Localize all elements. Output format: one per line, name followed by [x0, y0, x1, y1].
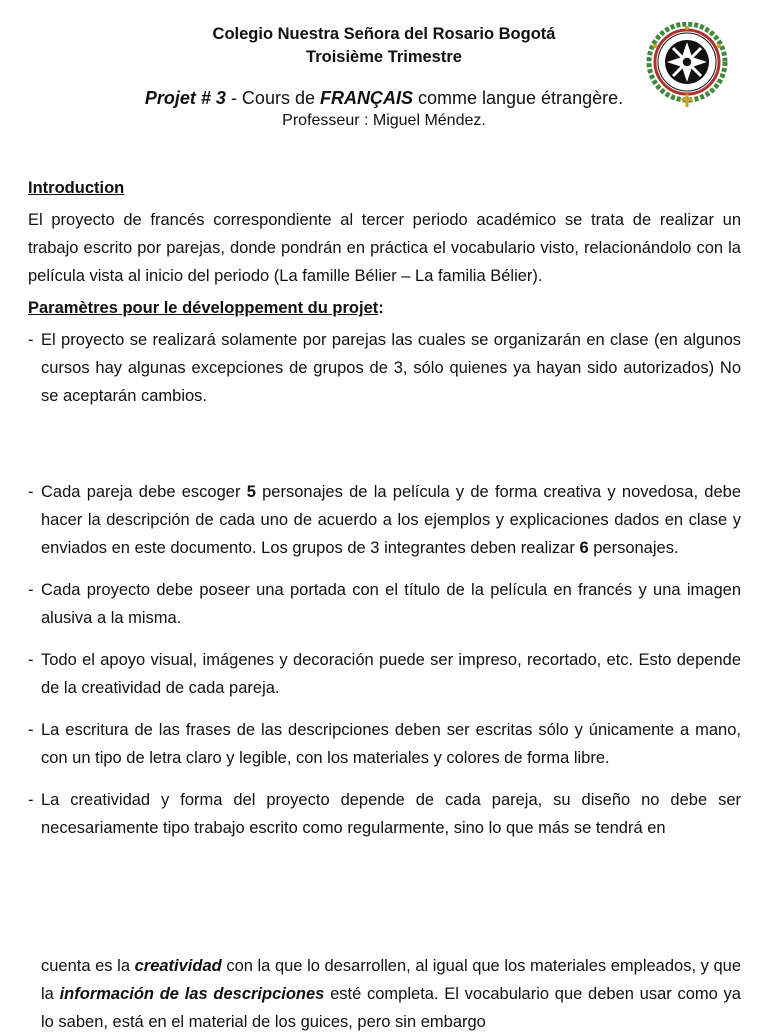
- bullet-6-continuation: cuenta es la creatividad con la que lo desarrollen, al igual que los materiales empleados, y que la información de las descripciones esté completa. El vocabulario que deben usar como ya lo saben, está en el material de los guices, pero sin embargo: [41, 957, 741, 1031]
- bullet-5-text: La escritura de las frases de las descripciones deben ser escritas sólo y únicamente a mano, con un tipo de letra claro y legible, con los materiales y colores de forma libre.: [41, 721, 741, 767]
- bullet-dash: -: [28, 331, 34, 349]
- school-crest-icon: [643, 22, 731, 108]
- spacer: [28, 424, 741, 478]
- bullet-dash: -: [28, 483, 34, 501]
- bullet-1-text: El proyecto se realizará solamente por parejas las cuales se organizarán en clase (en algunos cursos hay algunas excepciones de grupos de 3, sólo quienes ya hayan sido autorizados) No se aceptarán cambios.: [41, 331, 741, 405]
- intro-paragraph: El proyecto de francés correspondiente al tercer periodo académico se trata de realizar un trabajo escrito por parejas, donde pondrán en práctica el vocabulario visto, relacionándolo con la película vista al inicio del periodo (La famille Bélier – La familia Bélier).: [28, 211, 741, 285]
- project-sep: - Cours de: [225, 88, 320, 108]
- bullet-6-text: La creatividad y forma del proyecto depende de cada pareja, su diseño no debe ser necesariamente tipo trabajo escrito como regularmente, sino lo que más se tendrá en: [41, 791, 741, 837]
- project-rest: comme langue étrangère.: [412, 88, 624, 108]
- teacher-name: Professeur : Miguel Méndez.: [282, 112, 486, 129]
- bullet-4-text: Todo el apoyo visual, imágenes y decoración puede ser impreso, recortado, etc. Esto depende de la creatividad de cada pareja.: [41, 651, 741, 697]
- list-item: [28, 716, 741, 772]
- document-body: [28, 174, 741, 856]
- bullet-3-text: Cada proyecto debe poseer una portada con el título de la película en francés y una imagen alusiva a la misma.: [41, 581, 741, 627]
- bullet-dash: -: [28, 721, 34, 739]
- project-language: FRANÇAIS: [319, 88, 413, 108]
- school-name: Colegio Nuestra Señora del Rosario Bogotá: [212, 25, 556, 43]
- intro-heading: Introduction: [28, 179, 125, 197]
- project-number: Projet # 3: [144, 88, 226, 108]
- params-heading: Paramètres pour le développement du projet:: [28, 299, 384, 317]
- list-item: [28, 326, 741, 410]
- bullet-2-text: Cada pareja debe escoger 5 personajes de la película y de forma creativa y novedosa, debe hacer la descripción de cada uno de acuerdo a los ejemplos y explicaciones dados en clase y enviados en este documento. Los grupos de 3 integrantes deben realizar 6 personajes.: [41, 483, 741, 557]
- bullet-dash: -: [28, 581, 34, 599]
- list-item: [28, 576, 741, 632]
- trimester-title: Troisième Trimestre: [306, 48, 462, 66]
- emphasis-information: información de las descripciones: [59, 985, 325, 1003]
- bullet-dash: -: [28, 791, 34, 809]
- list-item: [28, 646, 741, 702]
- emphasis-creativity: creatividad: [134, 957, 222, 975]
- bullet-dash: -: [28, 651, 34, 669]
- list-item: [28, 786, 741, 842]
- list-item: [28, 478, 741, 562]
